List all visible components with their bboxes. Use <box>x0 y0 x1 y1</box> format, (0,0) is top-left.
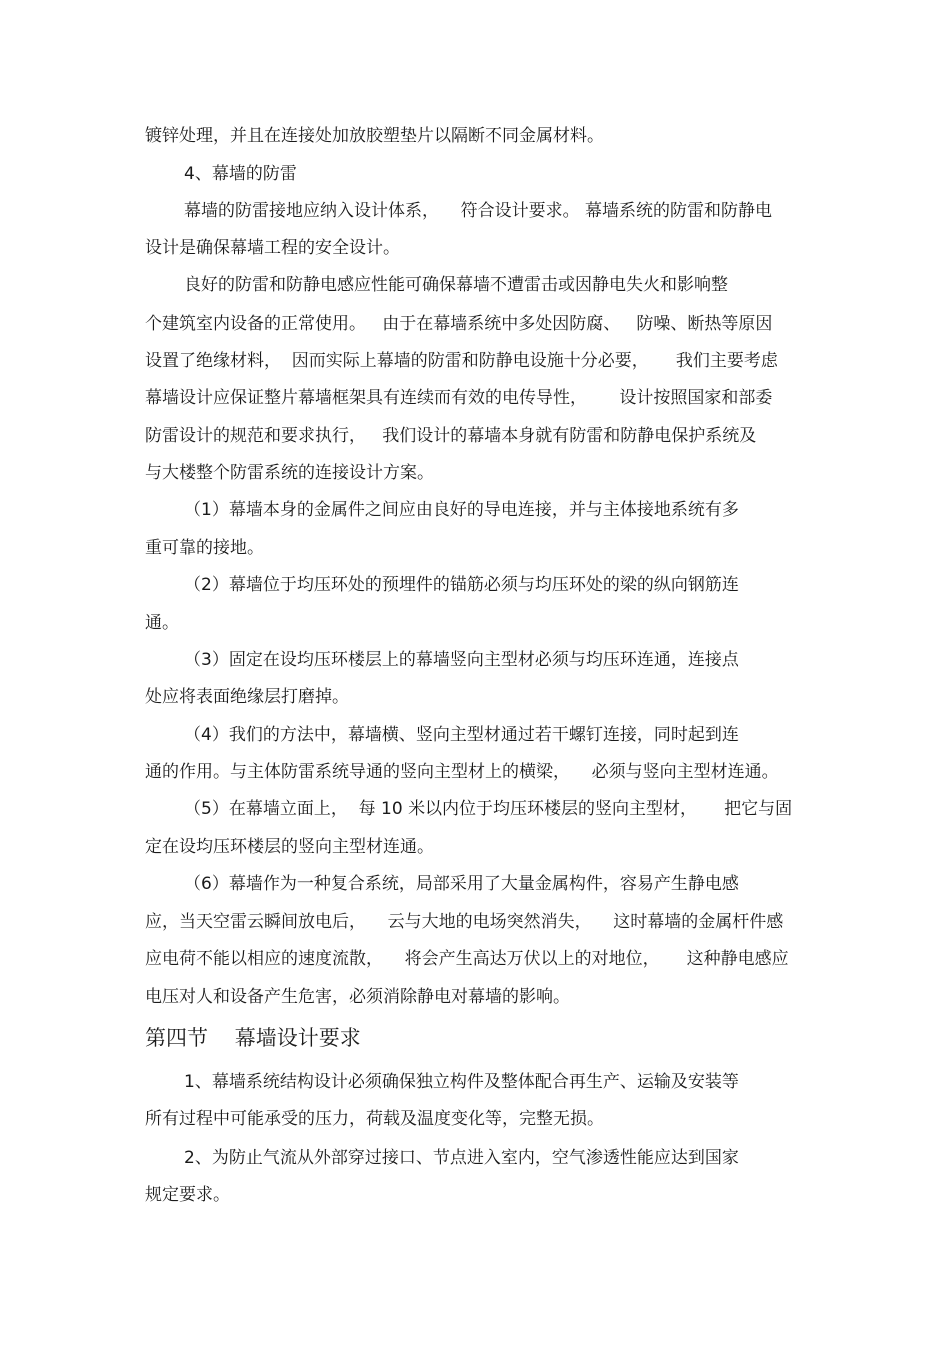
list-item-line: 所有过程中可能承受的压力，荷载及温度变化等，完整无损。 <box>145 1109 604 1129</box>
list-item-line: 电压对人和设备产生危害，必须消除静电对幕墙的影响。 <box>145 987 570 1007</box>
list-item-line: （3）固定在设均压环楼层上的幕墙竖向主型材必须与均压环连通，连接点 <box>184 650 739 670</box>
list-item-line: 2、为防止气流从外部穿过接口、节点进入室内，空气渗透性能应达到国家 <box>184 1148 739 1168</box>
list-item-line: 应电荷不能以相应的速度流散， 将会产生高达万伏以上的对地位， 这种静电感应 <box>145 949 789 969</box>
paragraph-line: 防雷设计的规范和要求执行， 我们设计的幕墙本身就有防雷和防静电保护系统及 <box>145 426 757 446</box>
paragraph-line: 与大楼整个防雷系统的连接设计方案。 <box>145 463 434 483</box>
paragraph-line: 个建筑室内设备的正常使用。 由于在幕墙系统中多处因防腐、 防噪、断热等原因 <box>145 314 773 334</box>
list-item-line: 1、幕墙系统结构设计必须确保独立构件及整体配合再生产、运输及安装等 <box>184 1072 739 1092</box>
paragraph-line: 镀锌处理，并且在连接处加放胶塑垫片以隔断不同金属材料。 <box>145 126 604 146</box>
list-item-line: 处应将表面绝缘层打磨掉。 <box>145 687 349 707</box>
paragraph-line: 幕墙的防雷接地应纳入设计体系， 符合设计要求。 幕墙系统的防雷和防静电 <box>184 201 773 221</box>
paragraph-line: 良好的防雷和防静电感应性能可确保幕墙不遭雷击或因静电失火和影响整 <box>184 275 728 295</box>
section-heading-lightning: 4、幕墙的防雷 <box>184 164 297 184</box>
list-item-line: 通。 <box>145 613 179 633</box>
section-heading: 第四节 幕墙设计要求 <box>145 1026 361 1050</box>
list-item-line: 应，当天空雷云瞬间放电后， 云与大地的电场突然消失， 这时幕墙的金属杆件感 <box>145 912 784 932</box>
list-item-line: （2）幕墙位于均压环处的预埋件的锚筋必须与均压环处的梁的纵向钢筋连 <box>184 575 739 595</box>
paragraph-line: 设计是确保幕墙工程的安全设计。 <box>145 238 400 258</box>
paragraph-line: 设置了绝缘材料， 因而实际上幕墙的防雷和防静电设施十分必要， 我们主要考虑 <box>145 351 778 371</box>
list-item-line: （5）在幕墙立面上， 每 10 米以内位于均压环楼层的竖向主型材， 把它与固 <box>184 799 793 819</box>
list-item-line: 重可靠的接地。 <box>145 538 264 558</box>
list-item-line: 定在设均压环楼层的竖向主型材连通。 <box>145 837 434 857</box>
list-item-line: 通的作用。与主体防雷系统导通的竖向主型材上的横梁， 必须与竖向主型材连通。 <box>145 762 779 782</box>
list-item-line: （6）幕墙作为一种复合系统，局部采用了大量金属构件，容易产生静电感 <box>184 874 739 894</box>
list-item-line: （4）我们的方法中，幕墙横、竖向主型材通过若干螺钉连接，同时起到连 <box>184 725 739 745</box>
list-item-line: （1）幕墙本身的金属件之间应由良好的导电连接，并与主体接地系统有多 <box>184 500 739 520</box>
list-item-line: 规定要求。 <box>145 1185 230 1205</box>
paragraph-line: 幕墙设计应保证整片幕墙框架具有连续而有效的电传导性， 设计按照国家和部委 <box>145 388 773 408</box>
